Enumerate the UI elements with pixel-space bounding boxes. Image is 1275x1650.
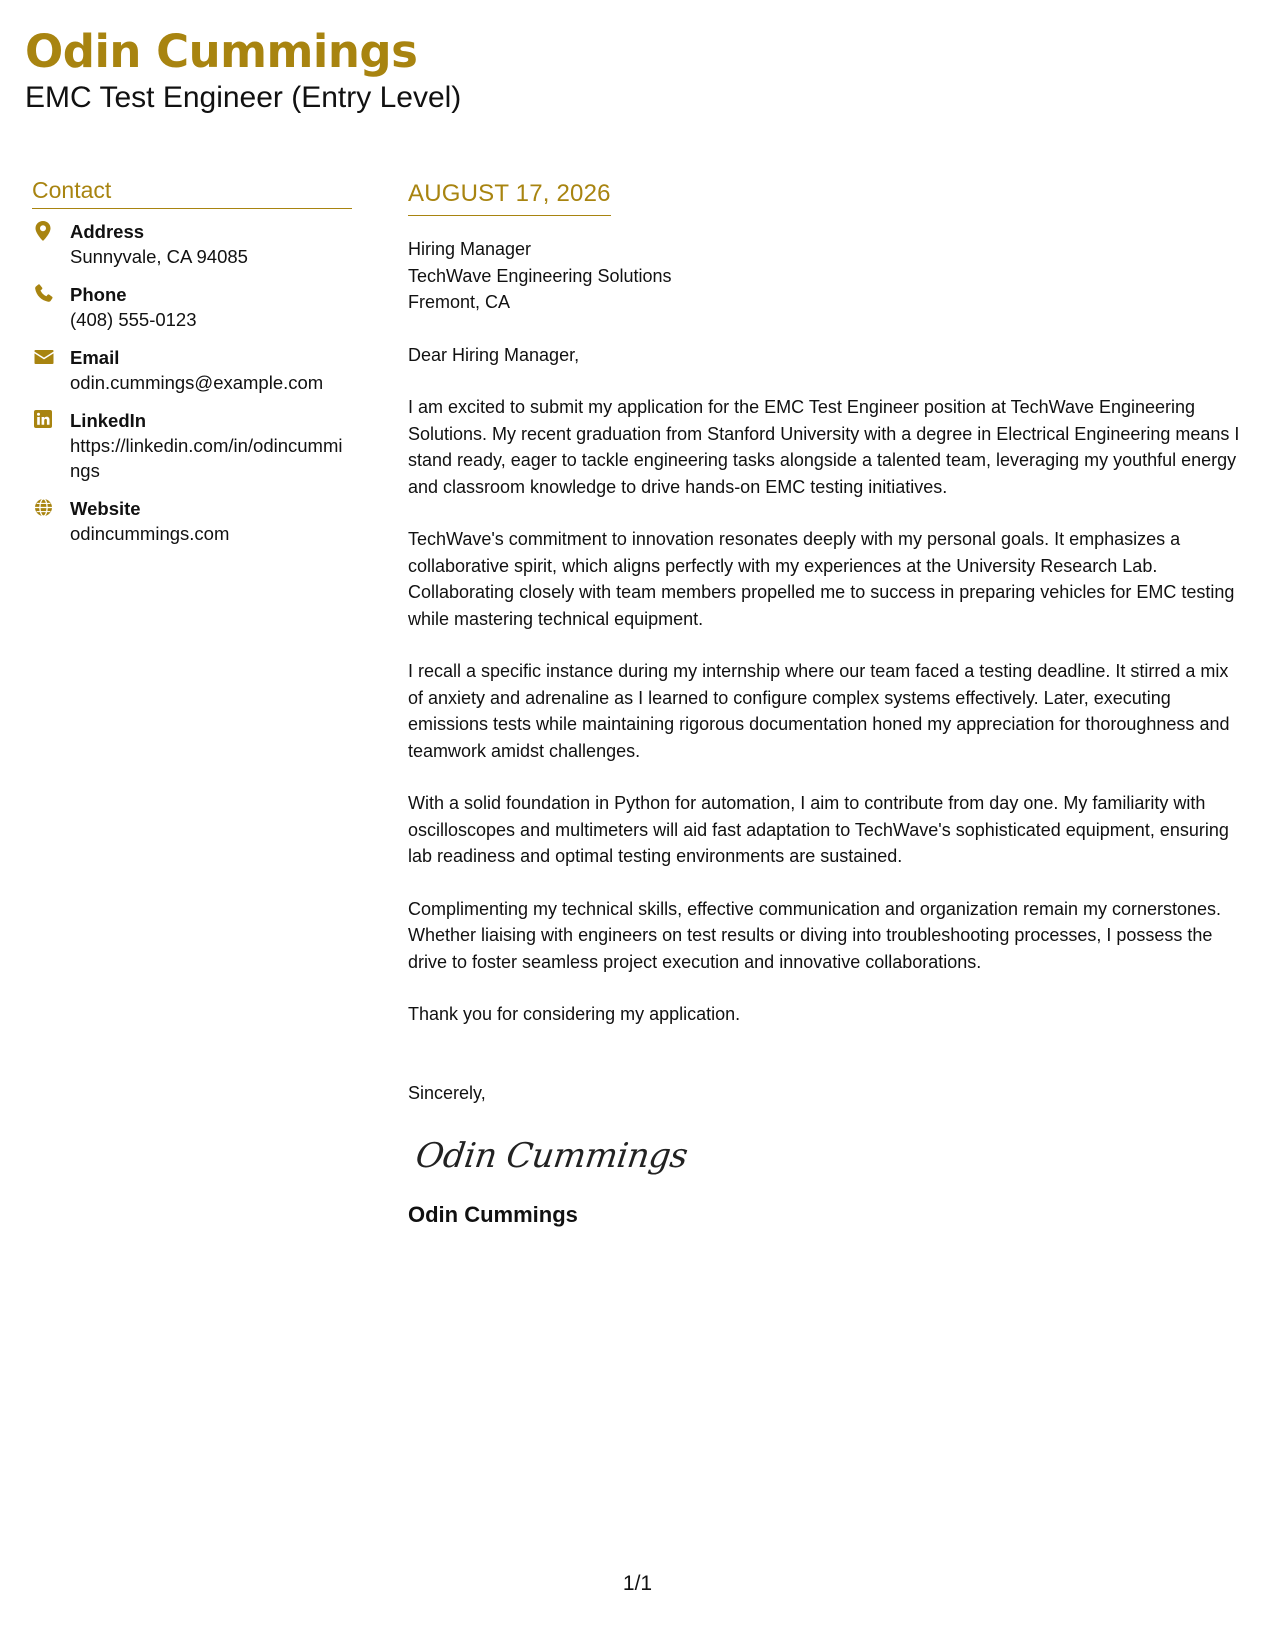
recipient-location: Fremont, CA <box>408 292 511 312</box>
recipient-title: Hiring Manager <box>408 239 532 259</box>
contact-label: Email <box>70 347 120 368</box>
contact-value: Sunnyvale, CA 94085 <box>70 246 248 267</box>
contact-sidebar <box>32 175 352 559</box>
letter-paragraph: I am excited to submit my application for the EMC Test Engineer position at TechWave Engineering Solutions. My recent graduation from Stanford University with a degree in Electrical Engineering means I stand ready, eager to tackle engineering tasks alongside a talented team, leveraging my youthful energy and classroom knowledge to drive hands-on EMC testing initiatives. <box>408 397 1240 497</box>
letter-body <box>408 178 1248 1230</box>
contact-item-email <box>32 345 352 395</box>
salutation: Dear Hiring Manager, <box>408 344 580 365</box>
signed-name: Odin Cummings <box>408 1202 578 1227</box>
contact-label: Address <box>70 221 145 242</box>
letter-paragraph: With a solid foundation in Python for automation, I aim to contribute from day one. My familiarity with oscilloscopes and multimeters will aid fast adaptation to TechWave's sophisticated equipment, ensuring lab readiness and optimal testing environments are sustained. <box>408 793 1229 866</box>
contact-item-phone <box>32 282 352 332</box>
contact-item-linkedin <box>32 408 352 483</box>
contact-list <box>32 219 352 546</box>
linkedin-icon <box>32 408 70 428</box>
phone-icon <box>32 282 70 303</box>
contact-item-address <box>32 219 352 269</box>
map-pin-icon <box>32 219 70 241</box>
applicant-name: Odin Cummings <box>25 25 418 78</box>
contact-section-title: Contact <box>32 175 352 209</box>
recipient-block <box>408 236 1248 316</box>
letter-paragraph: Complimenting my technical skills, effective communication and organization remain my cornerstones. Whether liaising with engineers on test results or diving into troubleshooting processes, I possess the drive to foster seamless project execution and innovative collaborations. <box>408 898 1222 972</box>
document-header <box>25 24 461 116</box>
closing: Sincerely, <box>408 1082 486 1103</box>
page-number: 1/1 <box>622 1572 653 1595</box>
envelope-icon <box>32 345 70 365</box>
linkedin-link[interactable]: https://linkedin.com/in/odincummings <box>70 435 343 481</box>
recipient-company: TechWave Engineering Solutions <box>408 265 672 286</box>
letter-date: AUGUST 17, 2026 <box>408 178 611 216</box>
contact-label: Phone <box>70 284 127 305</box>
letter-paragraph: TechWave's commitment to innovation resonates deeply with my personal goals. It emphasizes a collaborative spirit, which aligns perfectly with my experiences at the University Research Lab. Collaborating closely with team members propelled me to success in preparing vehicles for EMC testing while mastering technical equipment. <box>408 529 1235 629</box>
contact-value: odin.cummings@example.com <box>70 372 324 393</box>
job-title: EMC Test Engineer (Entry Level) <box>25 81 462 114</box>
letter-paragraph: Thank you for considering my application. <box>408 1004 741 1024</box>
handwritten-signature: Odin Cummings <box>413 1136 690 1176</box>
contact-label: LinkedIn <box>70 410 147 431</box>
contact-value: (408) 555-0123 <box>70 309 197 330</box>
contact-item-website <box>32 496 352 546</box>
website-link[interactable]: odincummings.com <box>70 523 230 544</box>
globe-icon <box>32 496 70 517</box>
letter-paragraph: I recall a specific instance during my internship where our team faced a testing deadline. It stirred a mix of anxiety and adrenaline as I learned to configure complex systems effectively. Later, executing emissions tests while maintaining rigorous documentation honed my appreciation for thoroughness and teamwork amidst challenges. <box>408 661 1230 761</box>
contact-label: Website <box>70 498 141 519</box>
